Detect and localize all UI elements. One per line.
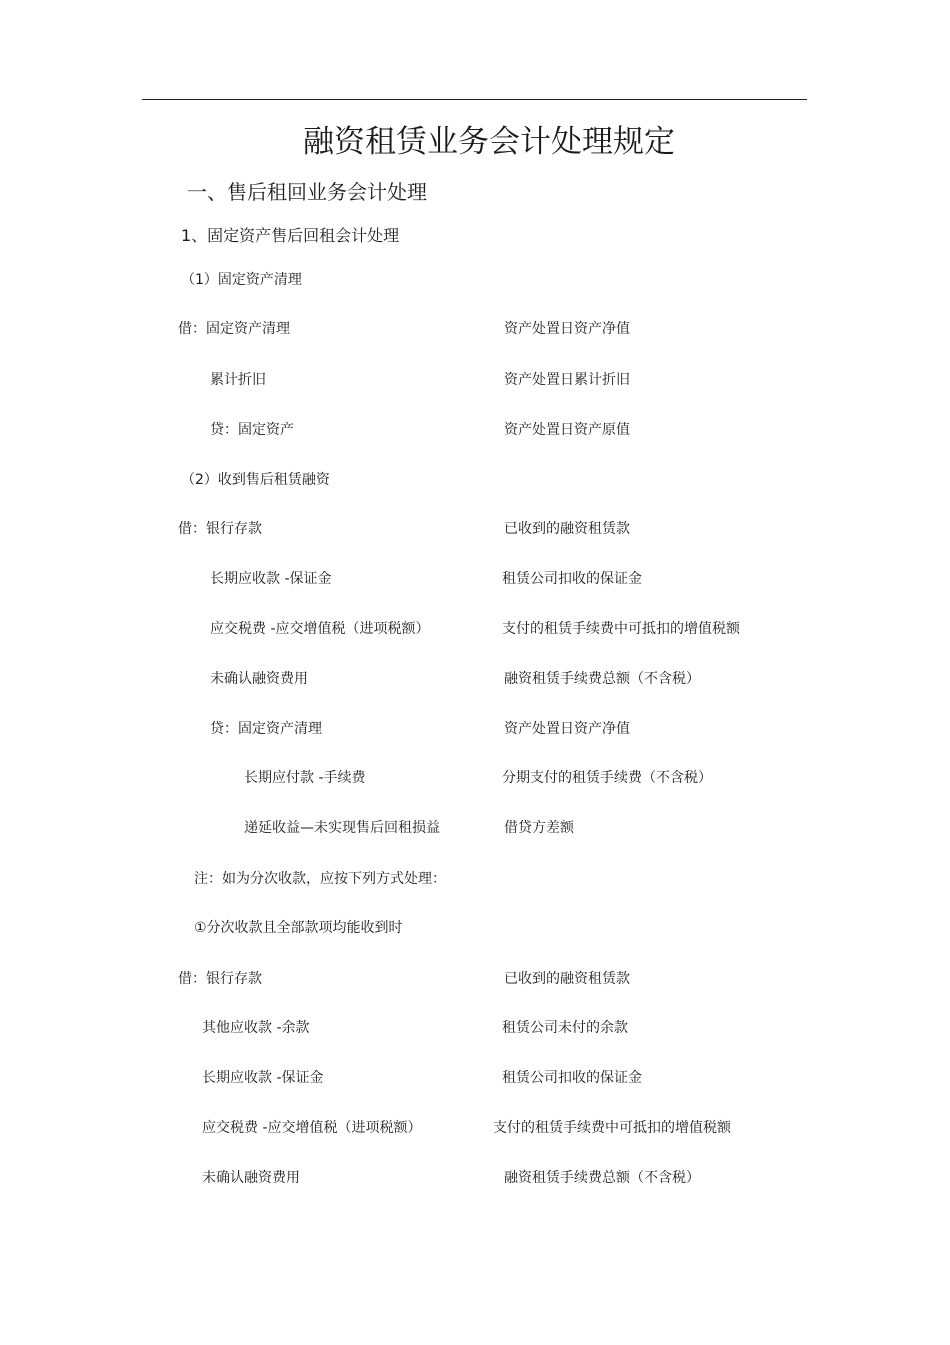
- journal-account: 未确认融资费用: [202, 1170, 300, 1186]
- step-heading: （1）固定资产清理: [181, 272, 302, 288]
- journal-account: 贷：固定资产清理: [210, 721, 322, 737]
- journal-account: 应交税费 -应交增值税（进项税额）: [202, 1120, 422, 1136]
- journal-note: 租赁公司扣收的保证金: [502, 1070, 642, 1086]
- journal-note: 资产处置日资产原值: [504, 422, 630, 438]
- journal-note: 融资租赁手续费总额（不含税）: [504, 1170, 700, 1186]
- journal-note: 已收到的融资租赁款: [504, 971, 630, 987]
- journal-account: 其他应收款 -余款: [202, 1020, 310, 1036]
- journal-account: 借：银行存款: [178, 971, 262, 987]
- journal-note: 支付的租赁手续费中可抵扣的增值税额: [493, 1120, 731, 1136]
- journal-note: 资产处置日资产净值: [504, 721, 630, 737]
- journal-note: 资产处置日累计折旧: [504, 372, 630, 388]
- journal-account: 未确认融资费用: [210, 671, 308, 687]
- journal-note: 租赁公司扣收的保证金: [502, 571, 642, 587]
- document-title: 融资租赁业务会计处理规定: [303, 124, 675, 160]
- subsection-heading: 1、固定资产售后回租会计处理: [181, 226, 400, 245]
- journal-account: 长期应收款 -保证金: [210, 571, 332, 587]
- journal-account: 借：银行存款: [178, 521, 262, 537]
- journal-note: 融资租赁手续费总额（不含税）: [504, 671, 700, 687]
- section-heading: 一、售后租回业务会计处理: [187, 180, 427, 204]
- journal-note: 租赁公司未付的余款: [502, 1020, 628, 1036]
- journal-account: 贷：固定资产: [210, 422, 294, 438]
- note-paragraph: 注：如为分次收款，应按下列方式处理：: [194, 871, 446, 887]
- journal-account: 长期应收款 -保证金: [202, 1070, 324, 1086]
- journal-note: 支付的租赁手续费中可抵扣的增值税额: [502, 621, 740, 637]
- journal-note: 借贷方差额: [504, 820, 574, 836]
- journal-note: 已收到的融资租赁款: [504, 521, 630, 537]
- journal-account: 应交税费 -应交增值税（进项税额）: [210, 621, 430, 637]
- journal-note: 分期支付的租赁手续费（不含税）: [502, 770, 712, 786]
- journal-account: 累计折旧: [210, 372, 266, 388]
- journal-account: 递延收益—未实现售后回租损益: [244, 820, 440, 836]
- step-heading: （2）收到售后租赁融资: [181, 472, 330, 488]
- journal-account: 长期应付款 -手续费: [244, 770, 366, 786]
- header-rule: [142, 99, 807, 100]
- journal-account: 借：固定资产清理: [178, 321, 290, 337]
- note-item: ①分次收款且全部款项均能收到时: [194, 920, 403, 936]
- journal-note: 资产处置日资产净值: [504, 321, 630, 337]
